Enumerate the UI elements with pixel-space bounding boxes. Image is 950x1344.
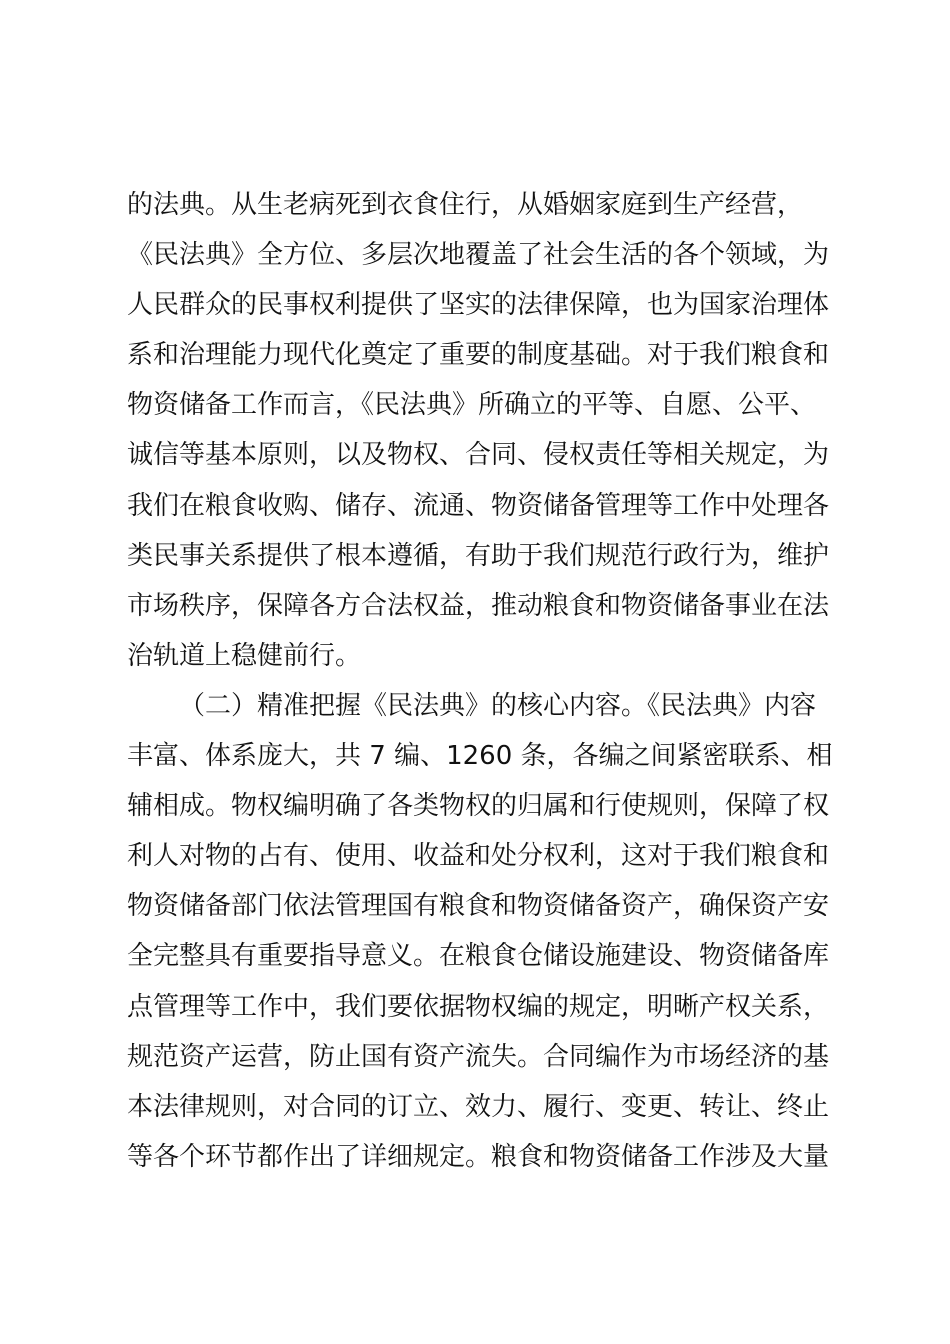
- text-line: 物资储备部门依法管理国有粮食和物资储备资产，确保资产安: [127, 891, 830, 922]
- text-line: 规范资产运营，防止国有资产流失。合同编作为市场经济的基: [127, 1041, 830, 1072]
- text-line: 辅相成。物权编明确了各类物权的归属和行使规则，保障了权: [127, 791, 830, 822]
- text-line: 利人对物的占有、使用、收益和处分权利，这对于我们粮食和: [127, 841, 830, 872]
- text-line: 《民法典》全方位、多层次地覆盖了社会生活的各个领域，为: [127, 240, 830, 271]
- text-line: 本法律规则，对合同的订立、效力、履行、变更、转让、终止: [127, 1091, 830, 1122]
- text-line: 类民事关系提供了根本遵循，有助于我们规范行政行为，维护: [127, 540, 830, 571]
- text-line: 市场秩序，保障各方合法权益，推动粮食和物资储备事业在法: [127, 590, 830, 621]
- text-line: 物资储备工作而言，《民法典》所确立的平等、自愿、公平、: [127, 390, 817, 421]
- text-line: 全完整具有重要指导意义。在粮食仓储设施建设、物资储备库: [127, 941, 830, 972]
- text-line: 治轨道上稳健前行。: [127, 640, 362, 671]
- text-line: 我们在粮食收购、储存、流通、物资储备管理等工作中处理各: [127, 490, 830, 521]
- text-line: 点管理等工作中，我们要依据物权编的规定，明晰产权关系，: [127, 991, 830, 1022]
- text-line: 诚信等基本原则，以及物权、合同、侵权责任等相关规定，为: [127, 440, 830, 471]
- text-line: 等各个环节都作出了详细规定。粮食和物资储备工作涉及大量: [127, 1141, 830, 1172]
- text-line: 人民群众的民事权利提供了坚实的法律保障，也为国家治理体: [127, 290, 830, 321]
- section-heading-line: （二）精准把握《民法典》的核心内容。《民法典》内容: [179, 690, 817, 721]
- text-line: 丰富、体系庞大，共 7 编、1260 条，各编之间紧密联系、相: [127, 741, 833, 772]
- text-line: 的法典。从生老病死到衣食住行，从婚姻家庭到生产经营，: [127, 190, 804, 220]
- text-line: 系和治理能力现代化奠定了重要的制度基础。对于我们粮食和: [127, 340, 830, 371]
- body-text: [127, 180, 835, 1182]
